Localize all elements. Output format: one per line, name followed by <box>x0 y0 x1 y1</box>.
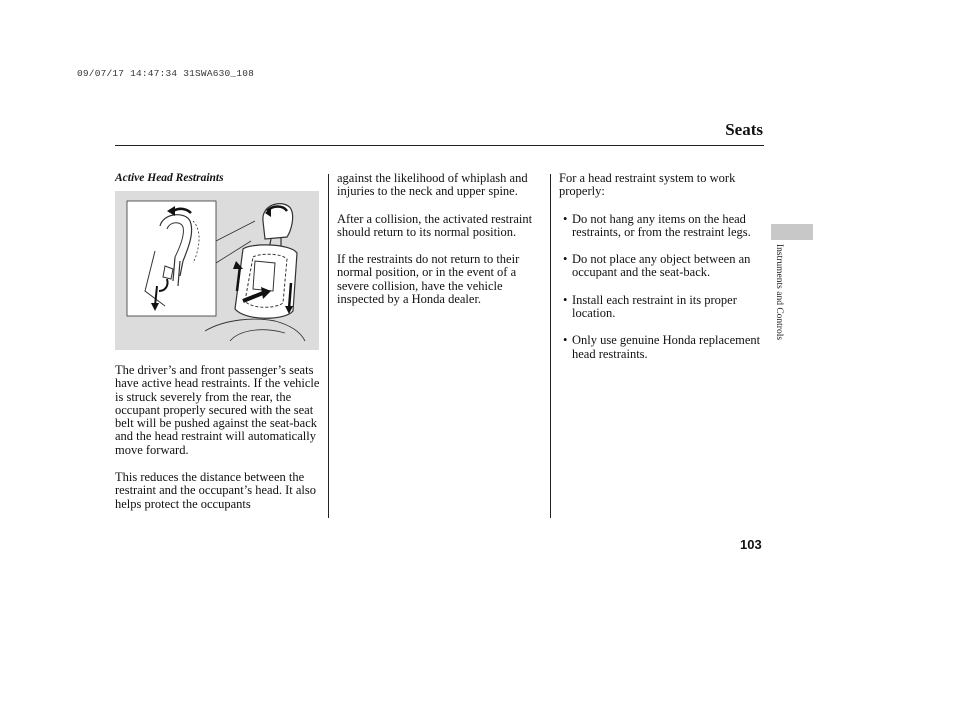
column-1 <box>115 172 325 525</box>
page-number: 103 <box>740 537 762 552</box>
page-title: Seats <box>725 120 763 139</box>
list-item: • Install each restraint in its proper location. <box>559 294 765 321</box>
paragraph-after-collision: After a collision, the activated restraint should return to its normal position. <box>337 211 533 239</box>
paragraph-dealer: If the restraints do not return to their normal position, or in the event of a severe collision, have the vehicle inspected by a Honda dealer. <box>337 252 520 307</box>
list-item: • Only use genuine Honda replacement head restraints. <box>559 334 765 361</box>
section-tab-label: Instruments and Controls <box>774 244 784 341</box>
list-item: • Do not place any object between an occupant and the seat-back. <box>559 253 765 280</box>
section-tab-marker <box>771 224 813 240</box>
section-heading: Active Head Restraints <box>115 172 224 184</box>
paragraph-requirements-intro: For a head restraint system to work properly: <box>559 171 736 199</box>
list-item: • Do not hang any items on the head restraints, or from the restraint legs. <box>559 213 765 240</box>
column-divider-1 <box>328 174 329 518</box>
column-divider-2 <box>550 174 551 518</box>
requirements-list <box>559 213 765 361</box>
head-restraint-drawing <box>115 191 319 350</box>
head-restraint-illustration-icon <box>115 191 319 350</box>
print-stamp: 09/07/17 14:47:34 31SWA630_108 <box>77 68 255 79</box>
column-3 <box>559 172 765 375</box>
header-rule <box>115 145 764 146</box>
column-2 <box>337 172 545 320</box>
paragraph-distance: This reduces the distance between the restraint and the occupant’s head. It also helps protect the occupants <box>115 470 316 511</box>
paragraph-intro: The driver’s and front passenger’s seats have active head restraints. If the vehicle is struck severely from the rear, the occupant properly secured with the seat belt will be pushed against the seat-back and the head restraint will automatically move forward. <box>115 363 320 457</box>
paragraph-continued: against the likelihood of whiplash and injuries to the neck and upper spine. <box>337 171 528 199</box>
